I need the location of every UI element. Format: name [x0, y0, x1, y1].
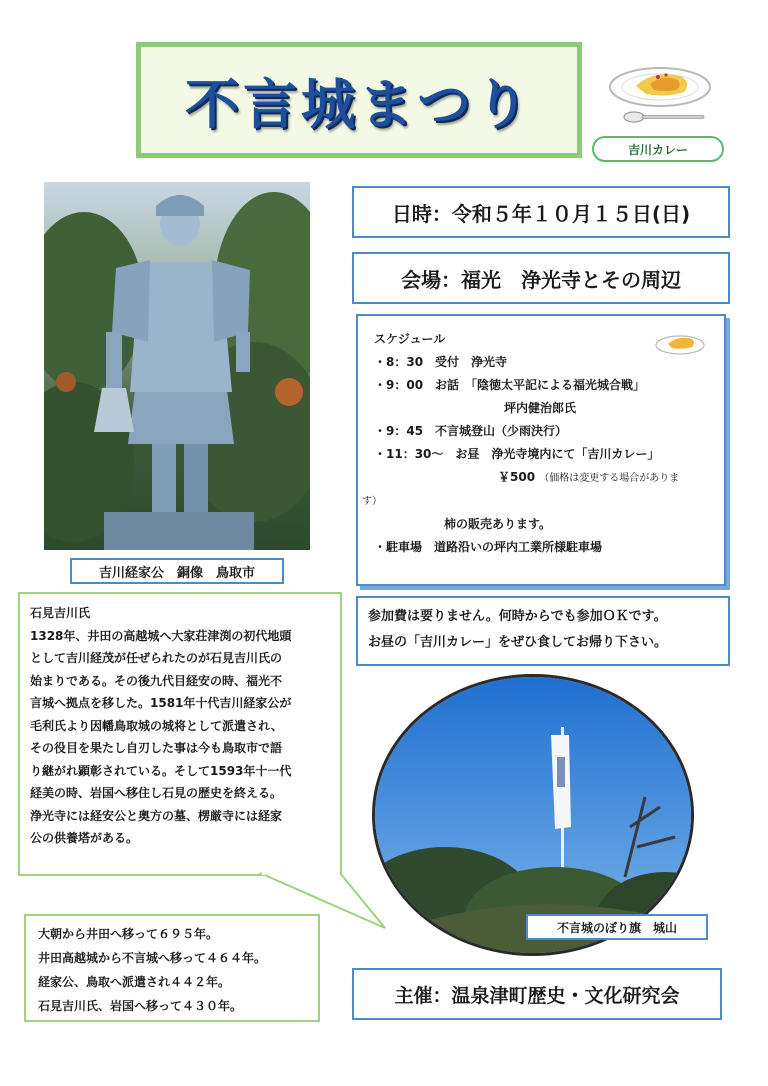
- curry-label: 吉川カレー: [592, 136, 724, 162]
- event-date: 日時：令和５年１０月１５日(日): [352, 186, 730, 238]
- event-venue: 会場：福光 浄光寺とその周辺: [352, 252, 730, 304]
- schedule-price-row: [374, 466, 712, 490]
- organizer: 主催：温泉津町歴史・文化研究会: [352, 968, 722, 1020]
- schedule-price: ￥500: [498, 470, 536, 484]
- schedule-line: 柿の販売あります。: [444, 517, 552, 531]
- history-line: 言城へ拠点を移した。1581年十代吉川経家公が: [30, 696, 292, 710]
- years-line: 石見吉川氏、岩国へ移って４３０年。: [38, 999, 243, 1013]
- schedule-price-note: （価格は変更する場合がありま: [539, 473, 680, 484]
- statue-photo: [44, 182, 310, 550]
- schedule-line: ・9：00 お話 「陰徳太平記による福光城合戦」: [374, 378, 646, 392]
- statue-caption: 吉川経家公 銅像 鳥取市: [70, 558, 284, 584]
- years-box: [24, 914, 320, 1022]
- schedule-heading: スケジュール: [374, 332, 446, 346]
- history-heading: 石見吉川氏: [30, 606, 91, 620]
- history-line: り継がれ顕彰されている。そして1593年十一代: [30, 763, 292, 778]
- schedule-line: す）: [362, 496, 382, 507]
- history-line: 浄光寺には経安公と奥方の墓、楞厳寺には経家: [30, 808, 283, 823]
- history-line: として吉川経茂が任ぜられたのが石見吉川氏の: [30, 651, 283, 665]
- page-title: 不言城まつり: [185, 72, 533, 136]
- schedule-line: 坪内健治郎氏: [504, 401, 577, 415]
- flag-caption: 不言城のぼり旗 城山: [526, 914, 708, 940]
- curry-plate-icon-small: [654, 330, 706, 356]
- title-box: [136, 42, 582, 158]
- history-line: その役目を果たし自刃した事は今も鳥取市で語: [30, 741, 283, 755]
- participation-note: [356, 596, 730, 666]
- schedule-line: ・8：30 受付 浄光寺: [374, 355, 508, 369]
- history-line: 毛利氏より因幡鳥取城の城将として派遣され、: [30, 718, 283, 733]
- schedule-line: ・11：30～ お昼 浄光寺境内にて「吉川カレー」: [374, 447, 660, 461]
- years-line: 大朝から井田へ移って６９５年。: [38, 927, 219, 941]
- history-line: 公の供養塔がある。: [30, 831, 139, 845]
- history-line: 1328年、井田の高越城へ大家荘津渕の初代地頭: [30, 628, 292, 643]
- spoon-icon: [622, 110, 706, 124]
- history-line: 始まりである。その後九代目経安の時、福光不: [30, 673, 283, 688]
- note-line: お昼の「吉川カレー」をぜひ食してお帰り下さい。: [368, 635, 668, 650]
- history-line: 経美の時、岩国へ移住し石見の歴史を終える。: [30, 786, 283, 800]
- years-line: 井田高越城から不言城へ移って４６４年。: [38, 951, 267, 965]
- note-line: 参加費は要りません。何時からでも参加ＯＫです。: [368, 609, 667, 624]
- schedule-line: ・駐車場 道路沿いの坪内工業所様駐車場: [374, 540, 603, 554]
- curry-plate-icon: [606, 62, 714, 108]
- statue-illustration: [44, 182, 310, 550]
- years-line: 経家公、鳥取へ派遣され４４２年。: [38, 975, 231, 989]
- schedule-line: ・9：45 不言城登山（少雨決行）: [374, 424, 568, 438]
- history-box: [18, 592, 342, 876]
